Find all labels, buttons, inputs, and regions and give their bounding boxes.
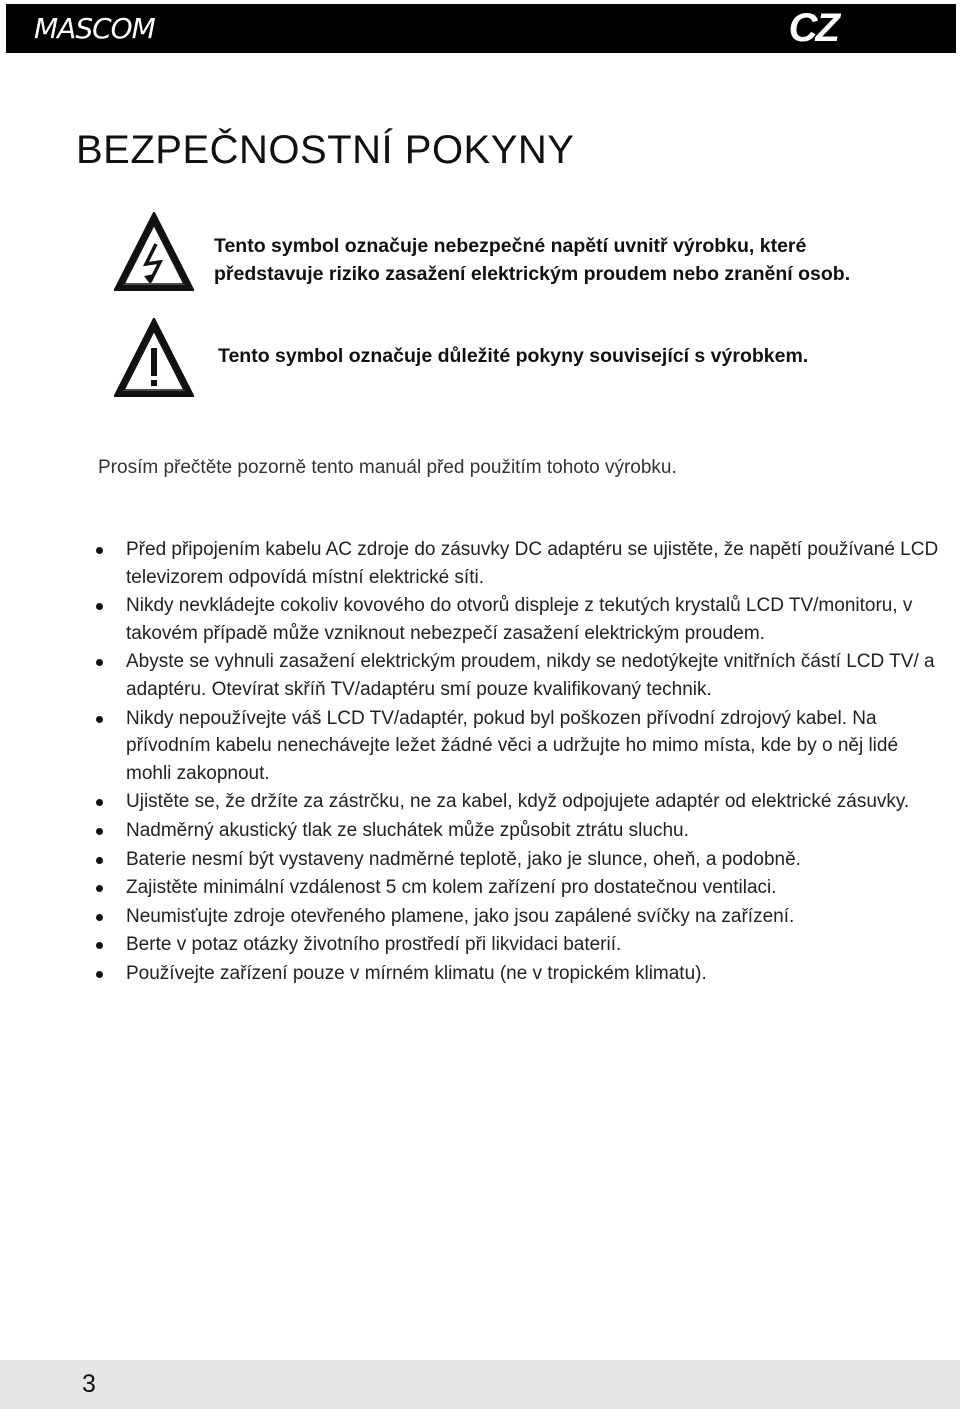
list-item <box>82 960 942 988</box>
list-item <box>82 536 942 591</box>
page-number: 3 <box>82 1370 96 1398</box>
list-item <box>82 903 942 931</box>
bullet-icon <box>96 716 103 723</box>
exclamation-warning-icon <box>114 318 194 403</box>
bullet-icon <box>96 799 103 806</box>
symbol-text-line: Tento symbol označuje nebezpečné napětí uvnitř výrobku, které <box>214 235 807 257</box>
list-item-text: Zajistěte minimální vzdálenost 5 cm kolem zařízení pro dostatečnou ventilaci. <box>126 877 777 899</box>
list-item <box>82 648 942 703</box>
bullet-icon <box>96 659 103 666</box>
list-item <box>82 846 942 874</box>
bullet-icon <box>96 885 103 892</box>
intro-text: Prosím přečtěte pozorně tento manuál před použitím tohoto výrobku. <box>98 457 677 478</box>
list-item-text: Před připojením kabelu AC zdroje do zásuvky DC adaptéru se ujistěte, že napětí používané LCD televizorem odpovídá místní elektrické síti. <box>126 539 939 588</box>
list-item-text: Ujistěte se, že držíte za zástrčku, ne za kabel, když odpojujete adaptér od elektrické zásuvky. <box>126 791 910 813</box>
symbol-description <box>218 342 808 370</box>
brand-logo: MASCOM <box>34 12 155 45</box>
list-item <box>82 788 942 816</box>
list-item-text: Nikdy nepoužívejte váš LCD TV/adaptér, pokud byl poškozen přívodní zdrojový kabel. Na přívodním kabelu nenechávejte ležet žádné věci a udržujte ho mimo místa, kde by o něj lidé mohli zakopnout. <box>126 707 899 784</box>
list-item-text: Nadměrný akustický tlak ze sluchátek může způsobit ztrátu sluchu. <box>126 819 689 841</box>
list-item <box>82 874 942 902</box>
language-code: CZ <box>788 6 838 50</box>
bullet-icon <box>96 942 103 949</box>
bullet-icon <box>96 828 103 835</box>
header-bar <box>6 4 956 53</box>
list-item-text: Berte v potaz otázky životního prostředí při likvidaci baterií. <box>126 934 622 956</box>
electric-shock-warning-icon <box>114 212 194 297</box>
list-item-text: Baterie nesmí být vystaveny nadměrné teplotě, jako je slunce, oheň, a podobně. <box>126 848 801 870</box>
symbol-text-line: Tento symbol označuje důležité pokyny související s výrobkem. <box>218 345 809 367</box>
bullet-icon <box>96 971 103 978</box>
list-item-text: Abyste se vyhnuli zasažení elektrickým proudem, nikdy se nedotýkejte vnitřních částí LCD TV/ a adaptéru. Otevírat skříň TV/adaptéru smí pouze kvalifikovaný technik. <box>126 651 935 700</box>
bullet-icon <box>96 857 103 864</box>
bullet-icon <box>96 914 103 921</box>
bullet-icon <box>96 603 103 610</box>
symbol-description <box>214 232 850 288</box>
list-item-text: Neumisťujte zdroje otevřeného plamene, jako jsou zapálené svíčky na zařízení. <box>126 905 795 927</box>
footer-bar <box>0 1360 960 1409</box>
bullet-icon <box>96 547 103 554</box>
list-item-text: Používejte zařízení pouze v mírném klimatu (ne v tropickém klimatu). <box>126 962 707 984</box>
list-item <box>82 705 942 788</box>
safety-instructions-list <box>82 536 942 989</box>
list-item <box>82 592 942 647</box>
list-item-text: Nikdy nevkládejte cokoliv kovového do otvorů displeje z tekutých krystalů LCD TV/monitoru, v takovém případě může vzniknout nebezpečí zasažení elektrickým proudem. <box>126 595 913 644</box>
page-title: BEZPEČNOSTNÍ POKYNY <box>76 128 575 172</box>
list-item <box>82 931 942 959</box>
list-item <box>82 817 942 845</box>
symbol-text-line: představuje riziko zasažení elektrickým proudem nebo zranění osob. <box>214 263 851 285</box>
